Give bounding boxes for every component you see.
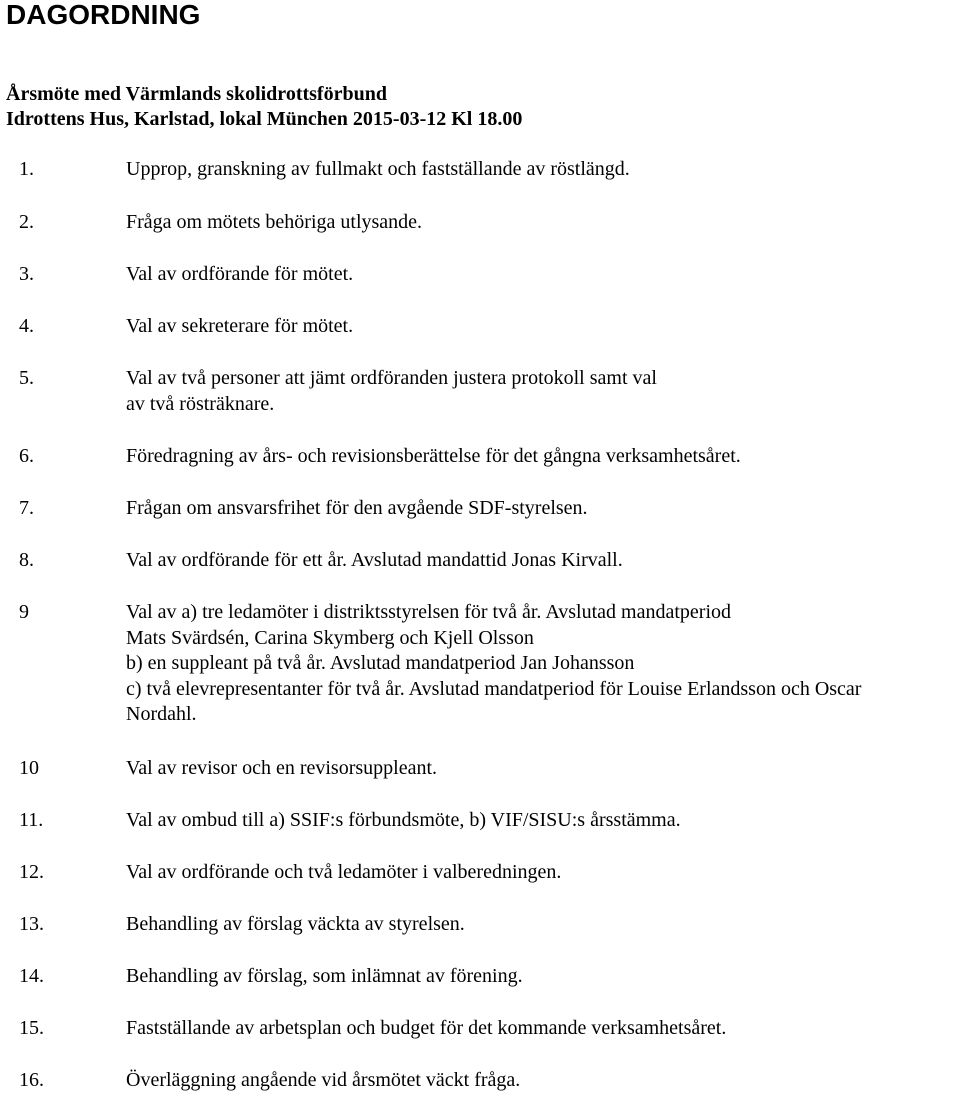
- agenda-item-text: [126, 964, 960, 990]
- agenda-item-number: 3.: [19, 263, 34, 285]
- agenda-item-number: 6.: [19, 445, 34, 467]
- agenda-item-line: Val av a) tre ledamöter i distriktsstyrelsen för två år. Avslutad mandatperiod: [126, 601, 732, 623]
- agenda-item-line: c) två elevrepresentanter för två år. Avslutad mandatperiod för Louise Erlandsson och Oscar: [126, 677, 862, 700]
- agenda-item-line: Val av revisor och en revisorsuppleant.: [126, 757, 438, 779]
- agenda-item-text: [126, 808, 960, 834]
- agenda-item-number: 11.: [19, 809, 44, 831]
- agenda-item-text: [126, 756, 960, 782]
- agenda-item-line: Fråga om mötets behöriga utlysande.: [126, 211, 423, 233]
- agenda-item-text: [126, 860, 960, 886]
- meeting-info: [6, 82, 522, 132]
- agenda-item-line: Fastställande av arbetsplan och budget för det kommande verksamhetsåret.: [126, 1017, 727, 1039]
- agenda-item-number: 14.: [19, 965, 44, 987]
- agenda-item-text: [126, 600, 960, 728]
- agenda-item-line: Behandling av förslag väckta av styrelsen.: [126, 913, 465, 935]
- agenda-item-line: Val av ordförande och två ledamöter i valberedningen.: [126, 861, 562, 883]
- agenda-item-number: 10: [19, 757, 39, 779]
- agenda-item-text: [126, 1016, 960, 1042]
- agenda-item-number: 4.: [19, 315, 34, 337]
- agenda-item-number: 16.: [19, 1069, 44, 1091]
- agenda-item-line: Upprop, granskning av fullmakt och fastställande av röstlängd.: [126, 158, 630, 180]
- agenda-item-number: 13.: [19, 913, 44, 935]
- agenda-item-line: Föredragning av års- och revisionsberättelse för det gångna verksamhetsåret.: [126, 445, 741, 467]
- agenda-item-line: Val av ombud till a) SSIF:s förbundsmöte, b) VIF/SISU:s årsstämma.: [126, 809, 681, 831]
- agenda-item-line: Val av ordförande för ett år. Avslutad mandattid Jonas Kirvall.: [126, 549, 623, 571]
- agenda-item-text: [126, 548, 960, 574]
- agenda-item-number: 9: [19, 601, 29, 623]
- agenda-item-line: Val av två personer att jämt ordföranden justera protokoll samt val: [126, 367, 657, 389]
- agenda-item-line: Val av ordförande för mötet.: [126, 263, 354, 285]
- agenda-item-text: [126, 1068, 960, 1094]
- agenda-item-text: [126, 444, 960, 470]
- document-title: DAGORDNING: [6, 0, 201, 30]
- agenda-item-number: 5.: [19, 367, 34, 389]
- agenda-item-text: [126, 912, 960, 938]
- agenda-item-line: Överläggning angående vid årsmötet väckt fråga.: [126, 1069, 521, 1091]
- agenda-item-line: Nordahl.: [126, 703, 197, 725]
- agenda-item-number: 1.: [19, 158, 34, 180]
- agenda-item-line: Behandling av förslag, som inlämnat av förening.: [126, 965, 523, 987]
- agenda-item-line: Val av sekreterare för mötet.: [126, 315, 354, 337]
- agenda-item-text: [126, 314, 960, 340]
- agenda-item-line: av två rösträknare.: [126, 392, 275, 415]
- agenda-item-text: [126, 366, 960, 417]
- meeting-location-date: Idrottens Hus, Karlstad, lokal München 2015-03-12 Kl 18.00: [6, 108, 523, 130]
- agenda-item-number: 8.: [19, 549, 34, 571]
- meeting-name: Årsmöte med Värmlands skolidrottsförbund: [6, 83, 387, 105]
- agenda-item-text: [126, 157, 960, 183]
- agenda-item-number: 12.: [19, 861, 44, 883]
- agenda-item-text: [126, 496, 960, 522]
- agenda-item-line: Mats Svärdsén, Carina Skymberg och Kjell Olsson: [126, 626, 534, 649]
- agenda-item-text: [126, 262, 960, 288]
- agenda-item-line: Frågan om ansvarsfrihet för den avgående SDF-styrelsen.: [126, 497, 588, 519]
- agenda-item-number: 7.: [19, 497, 34, 519]
- agenda-item-line: b) en suppleant på två år. Avslutad mandatperiod Jan Johansson: [126, 652, 635, 674]
- agenda-item-text: [126, 210, 960, 236]
- agenda-item-number: 15.: [19, 1017, 44, 1039]
- agenda-item-number: 2.: [19, 211, 34, 233]
